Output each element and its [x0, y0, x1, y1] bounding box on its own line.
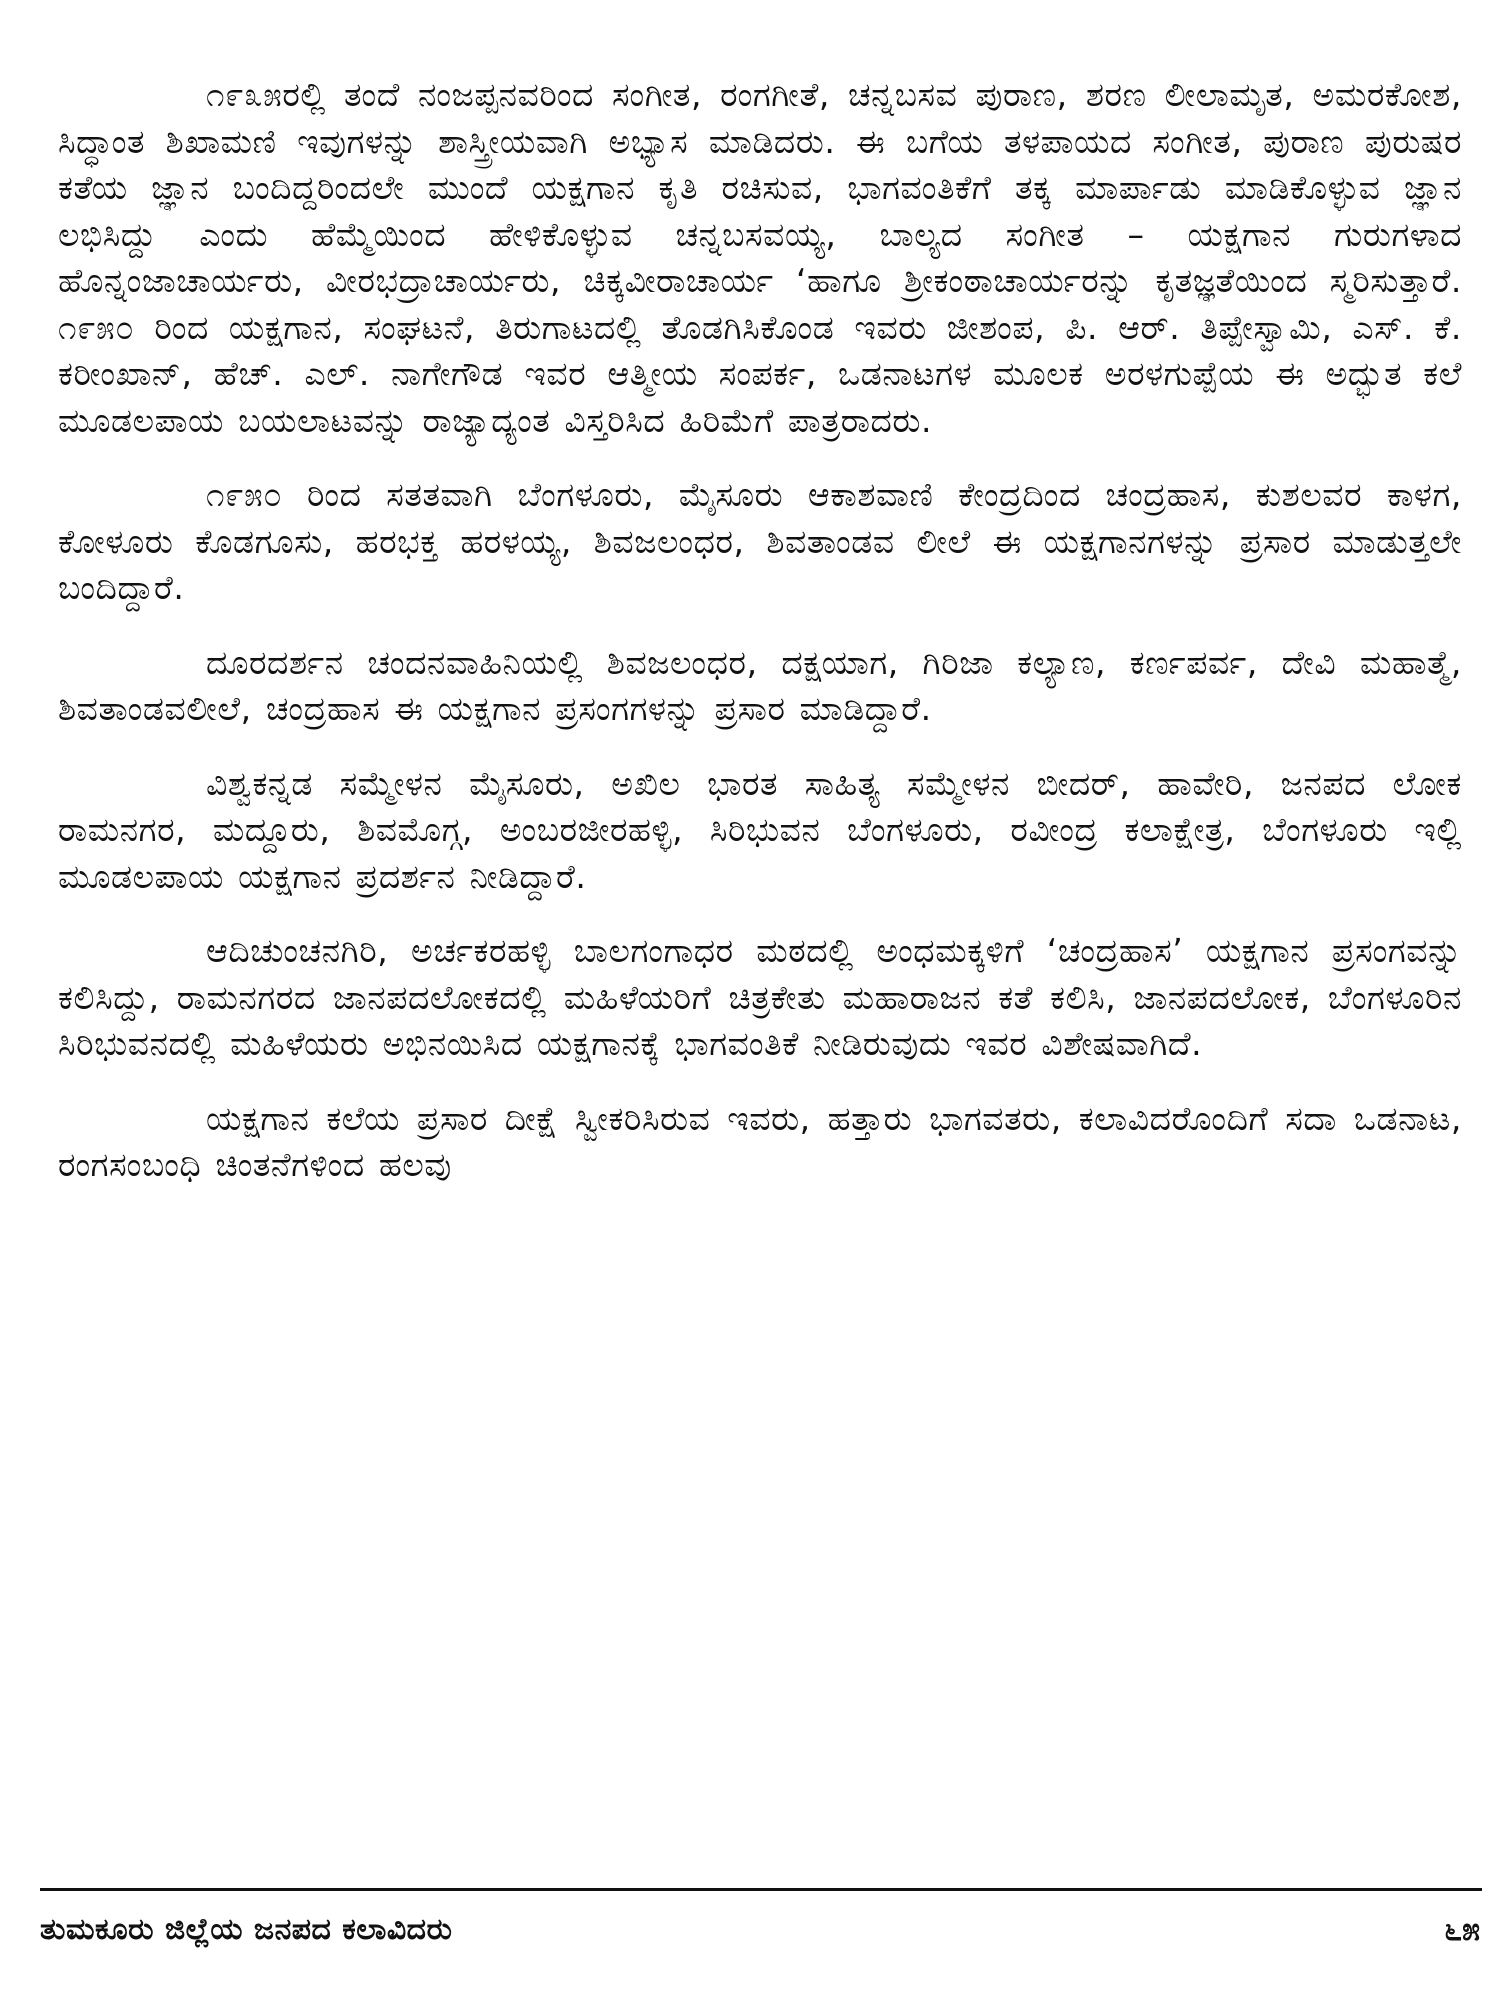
paragraph-3: ದೂರದರ್ಶನ ಚಂದನವಾಹಿನಿಯಲ್ಲಿ ಶಿವಜಲಂಧರ, ದಕ್ಷಯಾಗ, ಗಿರಿಜಾ ಕಲ್ಯಾಣ, ಕರ್ಣಪರ್ವ, ದೇವಿ ಮಹಾತ್ಮೆ, ಶಿವತಾಂಡವಲೀಲೆ, ಚಂದ್ರಹಾಸ ಈ ಯಕ್ಷಗಾನ ಪ್ರಸಂಗಗಳನ್ನು ಪ್ರಸಾರ ಮಾಡಿದ್ದಾರೆ. [58, 642, 1462, 728]
paragraph-4: ವಿಶ್ವಕನ್ನಡ ಸಮ್ಮೇಳನ ಮೈಸೂರು, ಅಖಿಲ ಭಾರತ ಸಾಹಿತ್ಯ ಸಮ್ಮೇಳನ ಬೀದರ್, ಹಾವೇರಿ, ಜನಪದ ಲೋಕ ರಾಮನಗರ, ಮದ್ದೂರು, ಶಿವಮೊಗ್ಗ, ಅಂಬರಜೀರಹಳ್ಳಿ, ಸಿರಿಭುವನ ಬೆಂಗಳೂರು, ರವೀಂದ್ರ ಕಲಾಕ್ಷೇತ್ರ, ಬೆಂಗಳೂರು ಇಲ್ಲಿ ಮೂಡಲಪಾಯ ಯಕ್ಷಗಾನ ಪ್ರದರ್ಶನ ನೀಡಿದ್ದಾರೆ. [58, 763, 1462, 896]
page-number: ೬೫ [1444, 1910, 1480, 1948]
paragraph-6: ಯಕ್ಷಗಾನ ಕಲೆಯ ಪ್ರಸಾರ ದೀಕ್ಷೆ ಸ್ವೀಕರಿಸಿರುವ ಇವರು, ಹತ್ತಾರು ಭಾಗವತರು, ಕಲಾವಿದರೊಂದಿಗೆ ಸದಾ ಒಡನಾಟ, ರಂಗಸಂಬಂಧಿ ಚಿಂತನೆಗಳಿಂದ ಹಲವು [58, 1098, 1462, 1184]
paragraph-1: ೧೯೩೫ರಲ್ಲಿ ತಂದೆ ನಂಜಪ್ಪನವರಿಂದ ಸಂಗೀತ, ರಂಗಗೀತೆ, ಚನ್ನಬಸವ ಪುರಾಣ, ಶರಣ ಲೀಲಾಮೃತ, ಅಮರಕೋಶ, ಸಿದ್ಧಾಂತ ಶಿಖಾಮಣಿ ಇವುಗಳನ್ನು ಶಾಸ್ತ್ರೀಯವಾಗಿ ಅಭ್ಯಾಸ ಮಾಡಿದರು. ಈ ಬಗೆಯ ತಳಪಾಯದ ಸಂಗೀತ, ಪುರಾಣ ಪುರುಷರ ಕತೆಯ ಜ್ಞಾನ ಬಂದಿದ್ದರಿಂದಲೇ ಮುಂದೆ ಯಕ್ಷಗಾನ ಕೃತಿ ರಚಿಸುವ, ಭಾಗವಂತಿಕೆಗೆ ತಕ್ಕ ಮಾರ್ಪಾಡು ಮಾಡಿಕೊಳ್ಳುವ ಜ್ಞಾನ ಲಭಿಸಿದ್ದು ಎಂದು ಹೆಮ್ಮೆಯಿಂದ ಹೇಳಿಕೊಳ್ಳುವ ಚನ್ನಬಸವಯ್ಯ, ಬಾಲ್ಯದ ಸಂಗೀತ – ಯಕ್ಷಗಾನ ಗುರುಗಳಾದ ಹೊನ್ನಂಜಾಚಾರ್ಯರು, ವೀರಭದ್ರಾಚಾರ್ಯರು, ಚಿಕ್ಕವೀರಾಚಾರ್ಯ ‘ಹಾಗೂ ಶ್ರೀಕಂಠಾಚಾರ್ಯರನ್ನು ಕೃತಜ್ಞತೆಯಿಂದ ಸ್ಮರಿಸುತ್ತಾರೆ. ೧೯೫೦ ರಿಂದ ಯಕ್ಷಗಾನ, ಸಂಘಟನೆ, ತಿರುಗಾಟದಲ್ಲಿ ತೊಡಗಿಸಿಕೊಂಡ ಇವರು ಜೀಶಂಪ, ಪಿ. ಆರ್. ತಿಪ್ಪೇಸ್ವಾಮಿ, ಎಸ್. ಕೆ. ಕರೀಂಖಾನ್, ಹೆಚ್. ಎಲ್. ನಾಗೇಗೌಡ ಇವರ ಆತ್ಮೀಯ ಸಂಪರ್ಕ, ಒಡನಾಟಗಳ ಮೂಲಕ ಅರಳಗುಪ್ಪೆಯ ಈ ಅದ್ಭುತ ಕಲೆ ಮೂಡಲಪಾಯ ಬಯಲಾಟವನ್ನು ರಾಜ್ಯಾದ್ಯಂತ ವಿಸ್ತರಿಸಿದ ಹಿರಿಮೆಗೆ ಪಾತ್ರರಾದರು. [58, 75, 1462, 440]
footer-book-title: ತುಮಕೂರು ಜಿಲ್ಲೆಯ ಜನಪದ ಕಲಾವಿದರು [40, 1912, 453, 1947]
paragraph-5: ಆದಿಚುಂಚನಗಿರಿ, ಅರ್ಚಕರಹಳ್ಳಿ ಬಾಲಗಂಗಾಧರ ಮಠದಲ್ಲಿ ಅಂಧಮಕ್ಕಳಿಗೆ ‘ಚಂದ್ರಹಾಸ’ ಯಕ್ಷಗಾನ ಪ್ರಸಂಗವನ್ನು ಕಲಿಸಿದ್ದು, ರಾಮನಗರದ ಜಾನಪದಲೋಕದಲ್ಲಿ ಮಹಿಳೆಯರಿಗೆ ಚಿತ್ರಕೇತು ಮಹಾರಾಜನ ಕತೆ ಕಲಿಸಿ, ಜಾನಪದಲೋಕ, ಬೆಂಗಳೂರಿನ ಸಿರಿಭುವನದಲ್ಲಿ ಮಹಿಳೆಯರು ಅಭಿನಯಿಸಿದ ಯಕ್ಷಗಾನಕ್ಕೆ ಭಾಗವಂತಿಕೆ ನೀಡಿರುವುದು ಇವರ ವಿಶೇಷವಾಗಿದೆ. [58, 931, 1462, 1063]
footer-divider [40, 1888, 1482, 1891]
paragraph-2: ೧೯೫೦ ರಿಂದ ಸತತವಾಗಿ ಬೆಂಗಳೂರು, ಮೈಸೂರು ಆಕಾಶವಾಣಿ ಕೇಂದ್ರದಿಂದ ಚಂದ್ರಹಾಸ, ಕುಶಲವರ ಕಾಳಗ, ಕೋಳೂರು ಕೊಡಗೂಸು, ಹರಭಕ್ತ ಹರಳಯ್ಯ, ಶಿವಜಲಂಧರ, ಶಿವತಾಂಡವ ಲೀಲೆ ಈ ಯಕ್ಷಗಾನಗಳನ್ನು ಪ್ರಸಾರ ಮಾಡುತ್ತಲೇ ಬಂದಿದ್ದಾರೆ. [58, 475, 1462, 607]
body-text [58, 72, 1462, 1189]
